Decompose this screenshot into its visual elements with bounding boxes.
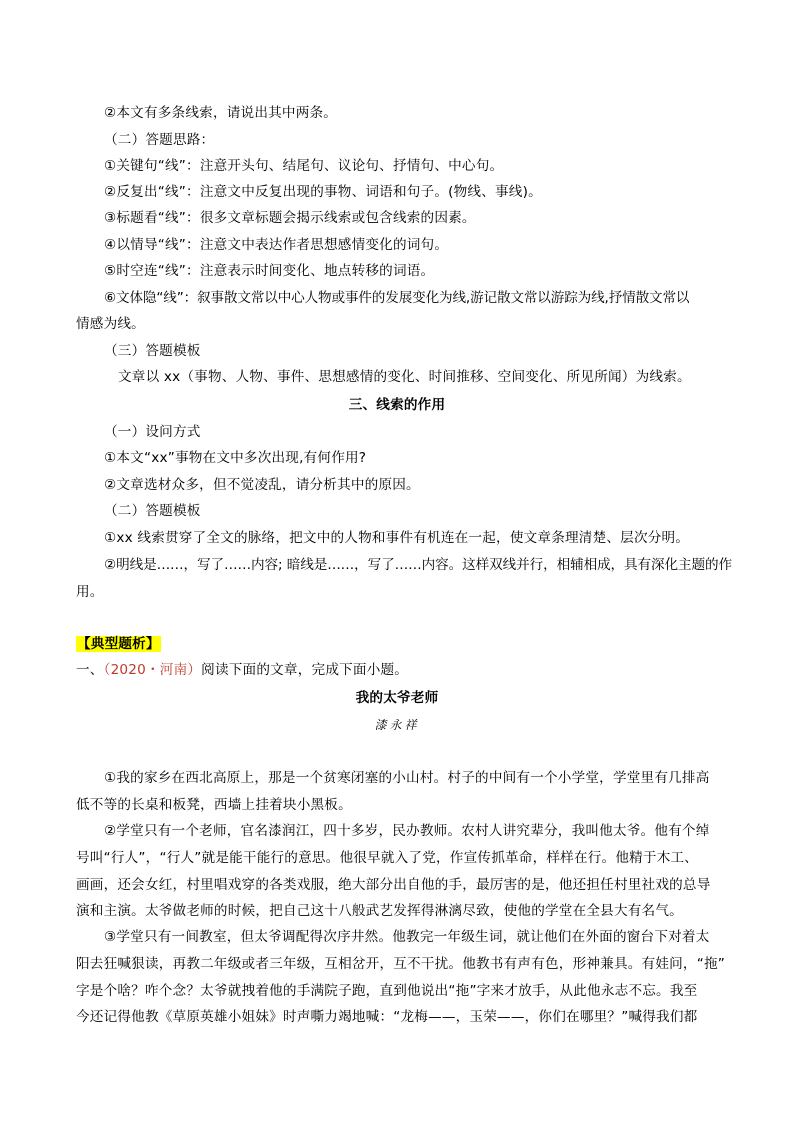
paragraph-line: 字是个啥？咋个念？太爷就拽着他的手满院子跑，直到他说出“拖”字来才放手，从此他永志不忘。我至: [76, 983, 698, 999]
text-line: ③标题看“线”：很多文章标题会揭示线索或包含线索的因素。: [104, 210, 476, 226]
question-text: 阅读下面的文章，完成下面小题。: [201, 662, 409, 678]
paragraph-line: ①我的家乡在西北高原上，那是一个贫寒闭塞的小山村。村子的中间有一个小学堂，学堂里有几排高: [104, 770, 710, 786]
text-line: ⑥文体隐“线”：叙事散文常以中心人物或事件的发展变化为线,游记散文常以游踪为线,抒情散文常以: [104, 290, 690, 306]
paragraph-line: 今还记得他教《草原英雄小姐妹》时声嘶力竭地喊：“龙梅——，玉荣——，你们在哪里？”喊得我们都: [76, 1009, 698, 1025]
text-line: 文章以 xx（事物、人物、事件、思想感情的变化、时间推移、空间变化、所见所闻）为线索。: [118, 369, 691, 385]
article-author: 漆永祥: [374, 718, 420, 732]
example-tag: [76, 635, 161, 653]
text-line: ②本文有多条线索，请说出其中两条。: [104, 105, 338, 121]
text-line: ②反复出“线”：注意文中反复出现的事物、词语和句子。(物线、事线)。: [104, 184, 542, 200]
paragraph-line: 号叫“行人”，“行人”就是能干能行的意思。他很早就入了党，作宣传抓革命，样样在行。他精于木工、: [76, 850, 699, 866]
paragraph-line: 画画，还会女红，村里唱戏穿的各类戏服，绝大部分出自他的手，最厉害的是，他还担任村里社戏的总导: [76, 877, 711, 893]
text-line: 情感为线。: [76, 316, 145, 332]
question-number: 一、: [76, 662, 104, 678]
question-source: （2020・河南）: [103, 662, 202, 678]
section-subheading: （二）答题模板: [104, 503, 201, 519]
text-run: ①本文“xx”: [104, 450, 175, 466]
paragraph-line: 低不等的长桌和板凳，西墙上挂着块小黑板。: [76, 797, 352, 813]
paragraph-line: ②学堂只有一个老师，官名漆润江，四十多岁，民办教师。农村人讲究辈分，我叫他太爷。他有个绰: [104, 823, 710, 839]
text-line: ①关键句“线”：注意开头句、结尾句、议论句、抒情句、中心句。: [104, 158, 504, 174]
text-line: （二）答题思路：: [104, 132, 215, 148]
question-line: [76, 661, 408, 679]
section-subheading: （三）答题模板: [104, 343, 201, 359]
paragraph-line: ③学堂只有一间教室，但太爷调配得次序井然。他教完一年级生词，就让他们在外面的窗台下对着太: [104, 929, 710, 945]
paragraph-line: 阳去狂喊狠读，再教二年级或者三年级，互相岔开，互不干扰。他教书有声有色，形神兼具。有娃问，“拖”: [76, 956, 725, 972]
text-line: ②文章选材众多，但不觉凌乱，请分析其中的原因。: [104, 477, 420, 493]
section-title: 三、线索的作用: [348, 397, 446, 413]
text-line: 用。: [76, 584, 104, 600]
text-line: [104, 449, 366, 467]
text-line: ④以情导“线”：注意文中表达作者思想感情变化的词句。: [104, 237, 449, 253]
text-run: 事物在文中多次出现: [174, 450, 300, 466]
text-line: ⑤时空连“线”：注意表示时间变化、地点转移的词语。: [104, 263, 435, 279]
text-run: ,有何作用?: [299, 450, 367, 466]
text-line: ②明线是……，写了……内容; 暗线是……，写了……内容。这样双线并行，相辅相成，具有深化主题的作: [104, 557, 733, 573]
text-line: ①xx 线索贯穿了全文的脉络，把文中的人物和事件有机连在一起，使文章条理清楚、层次分明。: [104, 530, 690, 546]
section-subheading: （一）设问方式: [104, 424, 201, 440]
article-title: 我的太爷老师: [355, 690, 439, 706]
highlighted-label: 【典型题析】: [77, 636, 160, 652]
paragraph-line: 演和主演。太爷做老师的时候，把自己这十八般武艺发挥得淋漓尽致，使他的学堂在全县大有名气。: [76, 903, 683, 919]
